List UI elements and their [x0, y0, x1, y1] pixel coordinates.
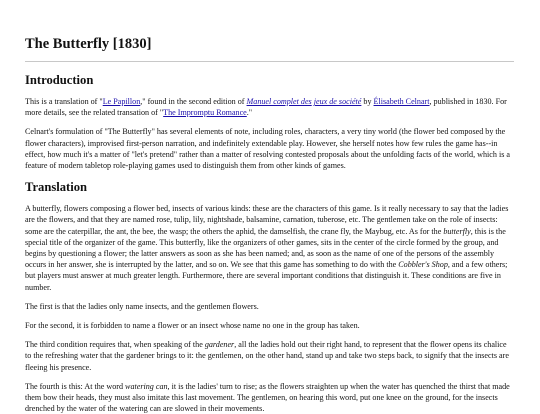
elisabeth-celnart-link[interactable]: Élisabeth Celnart — [373, 97, 430, 106]
translation-paragraph-1 — [25, 203, 514, 293]
manuel-complet-link[interactable]: Manuel complet des — [246, 97, 312, 106]
translation-heading: Translation — [25, 180, 88, 195]
le-papillon-link[interactable]: Le Papillon — [102, 97, 141, 106]
intro-paragraph-2: Celnart's formulation of "The Butterfly" has several elements of note, including roles, characters, a very tiny world (the flower bed composed by the flower characters), improvised first-person narration, and indefinitely extendable play. However, she herself notes how few rules the game has--in effect, how much it's a matter of "let's pretend" rather than a matter of resolving contested proposals about the unfolding facts of the world, which is a feature of modern tabletop role-playing games used to distinguish them from other kinds of games. — [25, 127, 510, 171]
translation-text: , it is the ladies' turn to rise; as the flowers straighten up when the water has quenched the thirst that made them bow their heads, they must also imitate this last movement. The gentlemen, on hearing this word, put one knee on the ground, for the insects drenched by the water of the watering can are slowed in their movements. — [25, 381, 510, 414]
translation-text: , and a few others; but players must answer at much greater length. Furthermore, there are several important conditions that distinguish it. These conditions are five in number. — [25, 260, 508, 292]
intro-text: by — [361, 97, 374, 106]
emphasis-gardener: gardener — [204, 340, 235, 350]
translation-text: The fourth is this: At the word — [25, 381, 126, 391]
translation-paragraph-4 — [25, 339, 514, 373]
translation-text: , this is the special title of the organizer of the game. This butterfly, like the organizers of other games, sits in the center of the circle formed by the group, and begins by questioning a flower; the latter answers as soon as she has been named; and, as soon as the name of one of the persons of the assembly occurs in her answer, she is interrupted by the latter, and so on. We see that this game has something to do with the — [25, 226, 506, 270]
page-title: The Butterfly [1830] — [25, 36, 152, 52]
translation-text: The third condition requires that, when speaking of the — [25, 340, 205, 350]
introduction-heading: Introduction — [25, 73, 94, 87]
translation-text: A butterfly, flowers composing a flower bed, insects of various kinds: these are the characters of this game. Is it really necessary to say that the ladies are the flowers, and that they are named rose, tulip, lily, nightshade, balsamine, carnation, tuberose, etc. The gentlemen take on the role of insects: some are the caterpillar, the ant, the bee, the wasp; the others the aphid, the damselfish, the crane fly, the Maybug, etc. As for the — [25, 204, 509, 236]
jeux-de-societe-link[interactable]: jeux de société — [313, 97, 362, 106]
translation-text: , all the ladies hold out their right hand, to represent that the flower opens its chalice to the refreshing water that the gardener brings to it: the gentlemen, on the other hand, stand up and take two steps back, to signify that the insects are fleeing his presence. — [25, 340, 509, 372]
emphasis-watering-can: watering can — [125, 381, 168, 391]
impromptu-romance-link[interactable]: The Impromptu Romance — [163, 108, 247, 118]
intro-paragraph-1 — [25, 96, 514, 118]
intro-text: , published in 1830. For more details, see the related transation of " — [25, 97, 507, 118]
emphasis-butterfly: butterfly — [443, 226, 471, 236]
intro-text: This is a translation of " — [25, 97, 103, 106]
intro-text: ," found in the second edition of — [140, 97, 247, 106]
intro-text: ." — [246, 108, 253, 118]
translation-paragraph-5 — [25, 381, 514, 414]
emphasis-cobblers-shop: Cobbler's Shop — [398, 260, 448, 270]
translation-paragraph-3: For the second, it is forbidden to name a flower or an insect whose name no one in the group has taken. — [25, 321, 360, 331]
translation-paragraph-2: The first is that the ladies only name insects, and the gentlemen flowers. — [25, 301, 259, 311]
title-divider — [25, 61, 514, 62]
